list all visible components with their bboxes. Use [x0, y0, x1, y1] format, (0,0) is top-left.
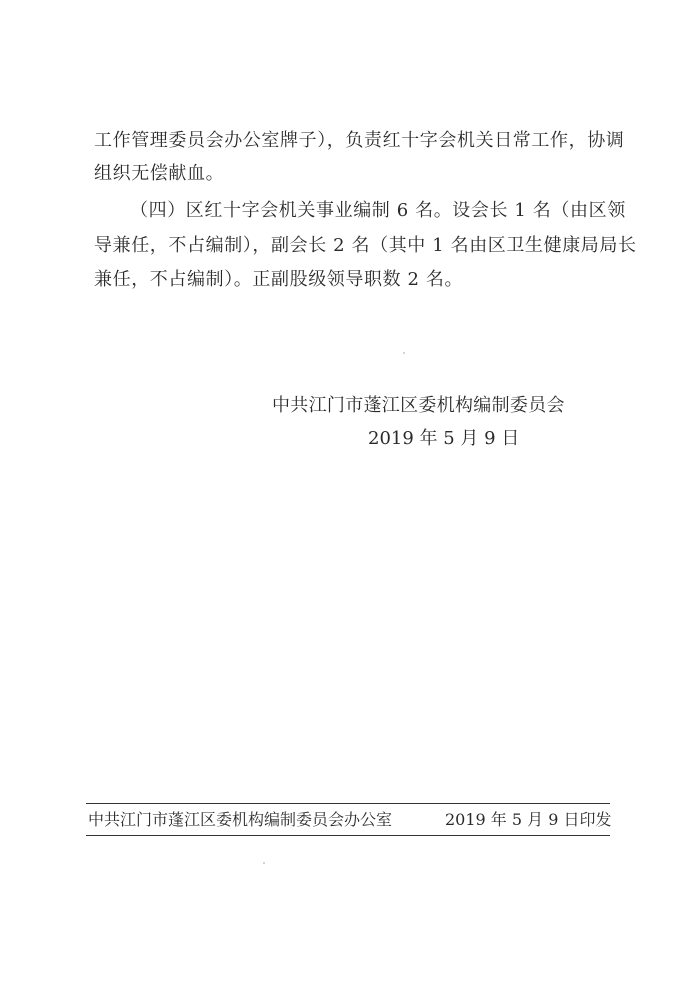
body-text-line-2: 组织无偿献血。 [94, 163, 225, 184]
signature-organization: 中共江门市蓬江区委机构编制委员会 [272, 395, 565, 416]
footer-print-date: 2019 年 5 月 9 日印发 [445, 810, 612, 829]
body-text-line-1: 工作管理委员会办公室牌子），负责红十字会机关日常工作，协调 [94, 130, 625, 151]
footer-issuing-office: 中共江门市蓬江区委机构编制委员会办公室 [88, 810, 393, 829]
footer-bottom-rule [86, 835, 610, 836]
body-text-line-5: 兼任，不占编制）。正副股级领导职数 2 名。 [94, 269, 464, 290]
body-text-line-3: （四）区红十字会机关事业编制 6 名。设会长 1 名（由区领 [130, 200, 626, 221]
scan-speck [263, 862, 265, 864]
body-text-line-4: 导兼任，不占编制），副会长 2 名（其中 1 名由区卫生健康局局长 [94, 235, 637, 256]
footer-top-rule [86, 803, 610, 804]
scan-speck [403, 352, 405, 354]
signature-date: 2019 年 5 月 9 日 [368, 428, 520, 449]
